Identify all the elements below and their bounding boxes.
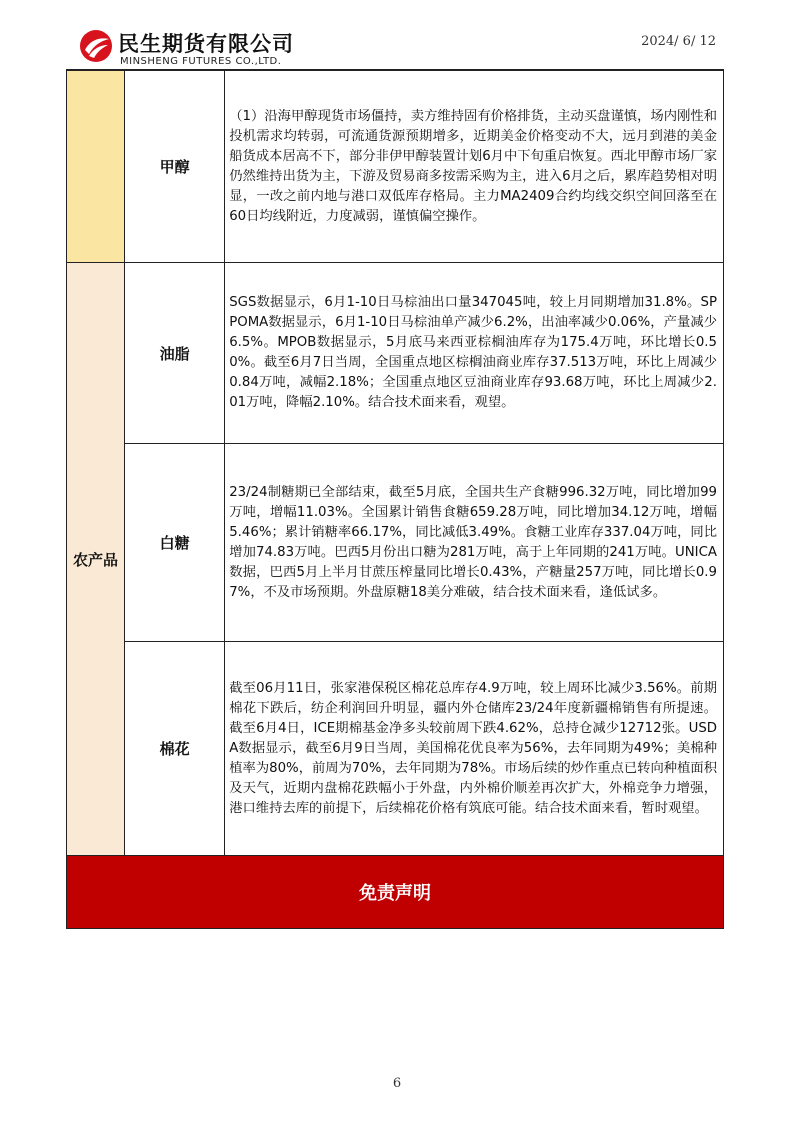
disclaimer-heading: 免责声明 [67, 856, 724, 929]
commodity-analysis: （1）沿海甲醇现货市场僵持，卖方维持固有价格排货，主动买盘谨慎，场内刚性和投机需求均转弱，可流通货源预期增多，近期美金价格变动不大，远月到港的美金船货成本居高不下，部分非伊甲醇装置计划6月中下旬重启恢复。西北甲醇市场厂家仍然维持出货为主，下游及贸易商多按需采购为主，进入6月之后，累库趋势相对明显，一改之前内地与港口双低库存格局。主力MA2409合约均线交织空间回落至在60日均线附近，力度减弱，谨慎偏空操作。 [225, 71, 724, 263]
table-row [67, 642, 724, 856]
company-name-cn: 民生期货有限公司 [118, 32, 294, 56]
page-number: 6 [392, 1076, 402, 1091]
minsheng-logo-icon [78, 28, 114, 64]
commodity-name: 棉花 [125, 642, 225, 856]
sector-cell-energy [67, 71, 125, 263]
commodity-analysis: SGS数据显示，6月1-10日马棕油出口量347045吨，较上月同期增加31.8%。SPPOMA数据显示，6月1-10日马棕油单产减少6.2%，出油率减少0.06%，产量减少6.5%。MPOB数据显示，5月底马来西亚棕榈油库存为175.4万吨，环比增长0.50%。截至6月7日当周，全国重点地区棕榈油商业库存37.513万吨，环比上周减少0.84万吨，减幅2.18%；全国重点地区豆油商业库存93.68万吨，环比上周减少2.01万吨，降幅2.10%。结合技术面来看，观望。 [225, 263, 724, 444]
commodity-name: 白糖 [125, 444, 225, 642]
disclaimer-row [67, 856, 724, 929]
company-name-en: MINSHENG FUTURES CO.,LTD. [120, 56, 282, 67]
commodity-analysis: 截至06月11日，张家港保税区棉花总库存4.9万吨，较上周环比减少3.56%。前期棉花下跌后，纺企利润回升明显，疆内外仓储库23/24年度新疆棉销售有所提速。截至6月4日，ICE期棉基金净多头较前周下跌4.62%，总持仓减少12712张。USDA数据显示，截至6月9日当周，美国棉花优良率为56%，去年同期为49%；美棉种植率为80%，前周为70%，去年同期为78%。市场后续的炒作重点已转向种植面积及天气，近期内盘棉花跌幅小于外盘，内外棉价顺差再次扩大，外棉竞争力增强，港口维持去库的前提下，后续棉花价格有筑底可能。结合技术面来看，暂时观望。 [225, 642, 724, 856]
commodity-name: 油脂 [125, 263, 225, 444]
table-row [67, 71, 724, 263]
sector-cell-agri: 农产品 [67, 263, 125, 856]
commodity-analysis: 23/24制糖期已全部结束，截至5月底，全国共生产食糖996.32万吨，同比增加99万吨，增幅11.03%。全国累计销售食糖659.28万吨，同比增加34.12万吨，增幅5.46%；累计销糖率66.17%，同比减低3.49%。食糖工业库存337.04万吨，同比增加74.83万吨。巴西5月份出口糖为281万吨，高于上年同期的241万吨。UNICA数据，巴西5月上半月甘蔗压榨量同比增长0.43%，产糖量257万吨，同比增长0.97%，不及市场预期。外盘原糖18美分难破，结合技术面来看，逢低试多。 [225, 444, 724, 642]
commodity-table [66, 70, 724, 929]
table-row [67, 263, 724, 444]
commodity-name: 甲醇 [125, 71, 225, 263]
report-date: 2024/ 6/ 12 [641, 34, 716, 49]
page-header [0, 0, 794, 72]
table-row [67, 444, 724, 642]
